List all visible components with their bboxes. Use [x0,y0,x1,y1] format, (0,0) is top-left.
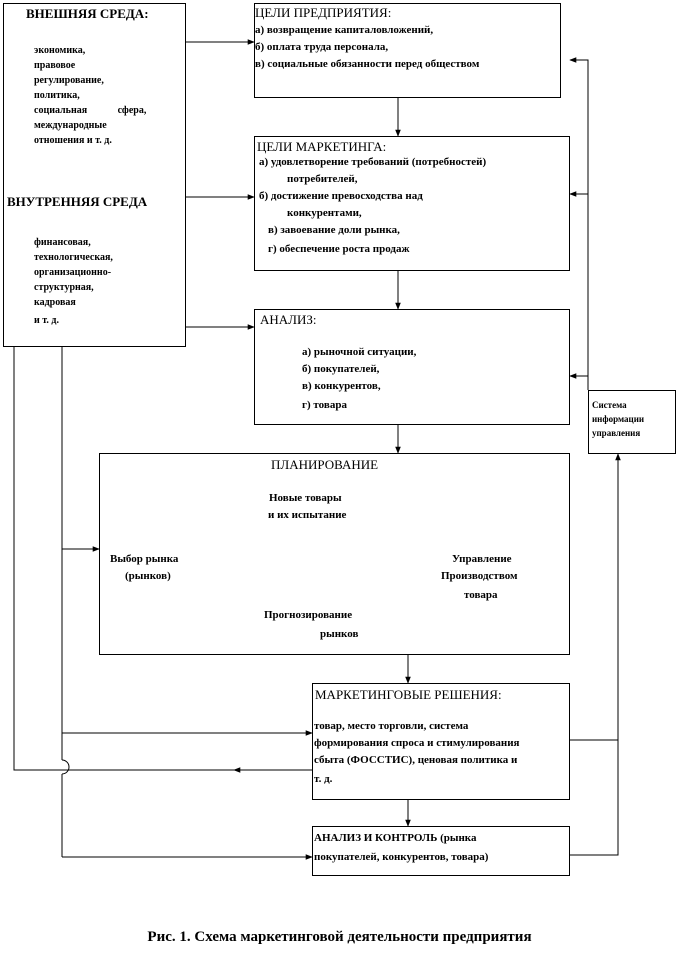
analysis-item: б) покупателей, [302,363,380,375]
line-crossover [62,760,69,774]
analysis-box [254,309,570,425]
internal-item: организационно- [34,267,112,278]
external-item: правовое [34,60,76,71]
decisions-line: т. д. [314,773,333,785]
forecast-label: Прогнозирование [264,609,353,621]
external-item: экономика, [34,45,86,56]
figure-caption: Рис. 1. Схема маркетинговой деятельности предприятия [147,929,532,945]
marketing-goal-item: в) завоевание доли рынка, [268,224,400,236]
analysis-item: г) товара [302,399,347,411]
decisions-line: товар, место торговли, система [314,720,469,732]
marketing-goals-box [254,136,570,271]
analysis-item: а) рыночной ситуации, [302,346,417,358]
planning-box [99,453,570,655]
decisions-line: сбыта (ФОССТИС), ценовая политика и [314,754,518,766]
arrow-decisions-to-mis [570,454,618,740]
control-line: АНАЛИЗ И КОНТРОЛЬ (рынка [314,832,477,844]
internal-item: структурная, [34,282,94,293]
company-goal-item: б) оплата труда персонала, [255,41,389,53]
analysis-control-box [312,826,570,876]
internal-item: и т. д. [34,315,59,326]
mis-line: Система [592,400,627,410]
decisions-title: МАРКЕТИНГОВЫЕ РЕШЕНИЯ: [315,687,502,702]
market-choice-label: Выбор рынка [110,553,179,565]
decisions-line: формирования спроса и стимулирования [314,737,520,749]
marketing-goal-item: а) удовлетворение требований (потребностей) [259,156,487,168]
marketing-goal-item: б) достижение превосходства над [259,190,423,202]
marketing-goals-title: ЦЕЛИ МАРКЕТИНГА: [257,139,387,154]
environment-box [3,3,186,347]
marketing-goal-item: конкурентами, [287,207,362,219]
market-choice-label: (рынков) [125,570,171,582]
production-label: Производством [441,570,518,582]
forecast-label: рынков [320,628,359,640]
new-products-label: и их испытание [268,509,347,521]
new-products-label: Новые товары [269,492,342,504]
external-item: регулирование, [34,75,104,86]
arrow-mis-to-company-goals [570,60,588,390]
company-goals-title: ЦЕЛИ ПРЕДПРИЯТИЯ: [255,5,392,20]
mis-line: управления [592,428,641,438]
company-goals-box [254,3,561,98]
marketing-decisions-box [312,683,570,800]
external-item: политика, [34,90,80,101]
internal-item: финансовая, [34,237,91,248]
marketing-goal-item: потребителей, [287,173,358,185]
internal-env-title: ВНУТРЕННЯЯ СРЕДА [7,194,148,209]
company-goal-item: в) социальные обязанности перед обществом [255,58,480,70]
analysis-item: в) конкурентов, [302,380,381,392]
external-item: отношения и т. д. [34,135,112,146]
line-control-to-mis [570,740,618,855]
external-item: социальная сфера, [34,105,147,116]
external-env-title: ВНЕШНЯЯ СРЕДА: [26,6,149,21]
mis-box [588,390,676,454]
internal-item: технологическая, [34,252,113,263]
mis-line: информации [592,414,645,424]
internal-item: кадровая [34,297,76,308]
production-label: товара [464,589,498,601]
external-item: международные [34,120,107,131]
analysis-title: АНАЛИЗ: [260,312,317,327]
marketing-goal-item: г) обеспечение роста продаж [268,243,410,255]
company-goal-item: а) возвращение капиталовложений, [255,24,434,36]
planning-title: ПЛАНИРОВАНИЕ [271,457,379,472]
control-line: покупателей, конкурентов, товара) [314,851,489,863]
production-label: Управление [452,553,512,565]
